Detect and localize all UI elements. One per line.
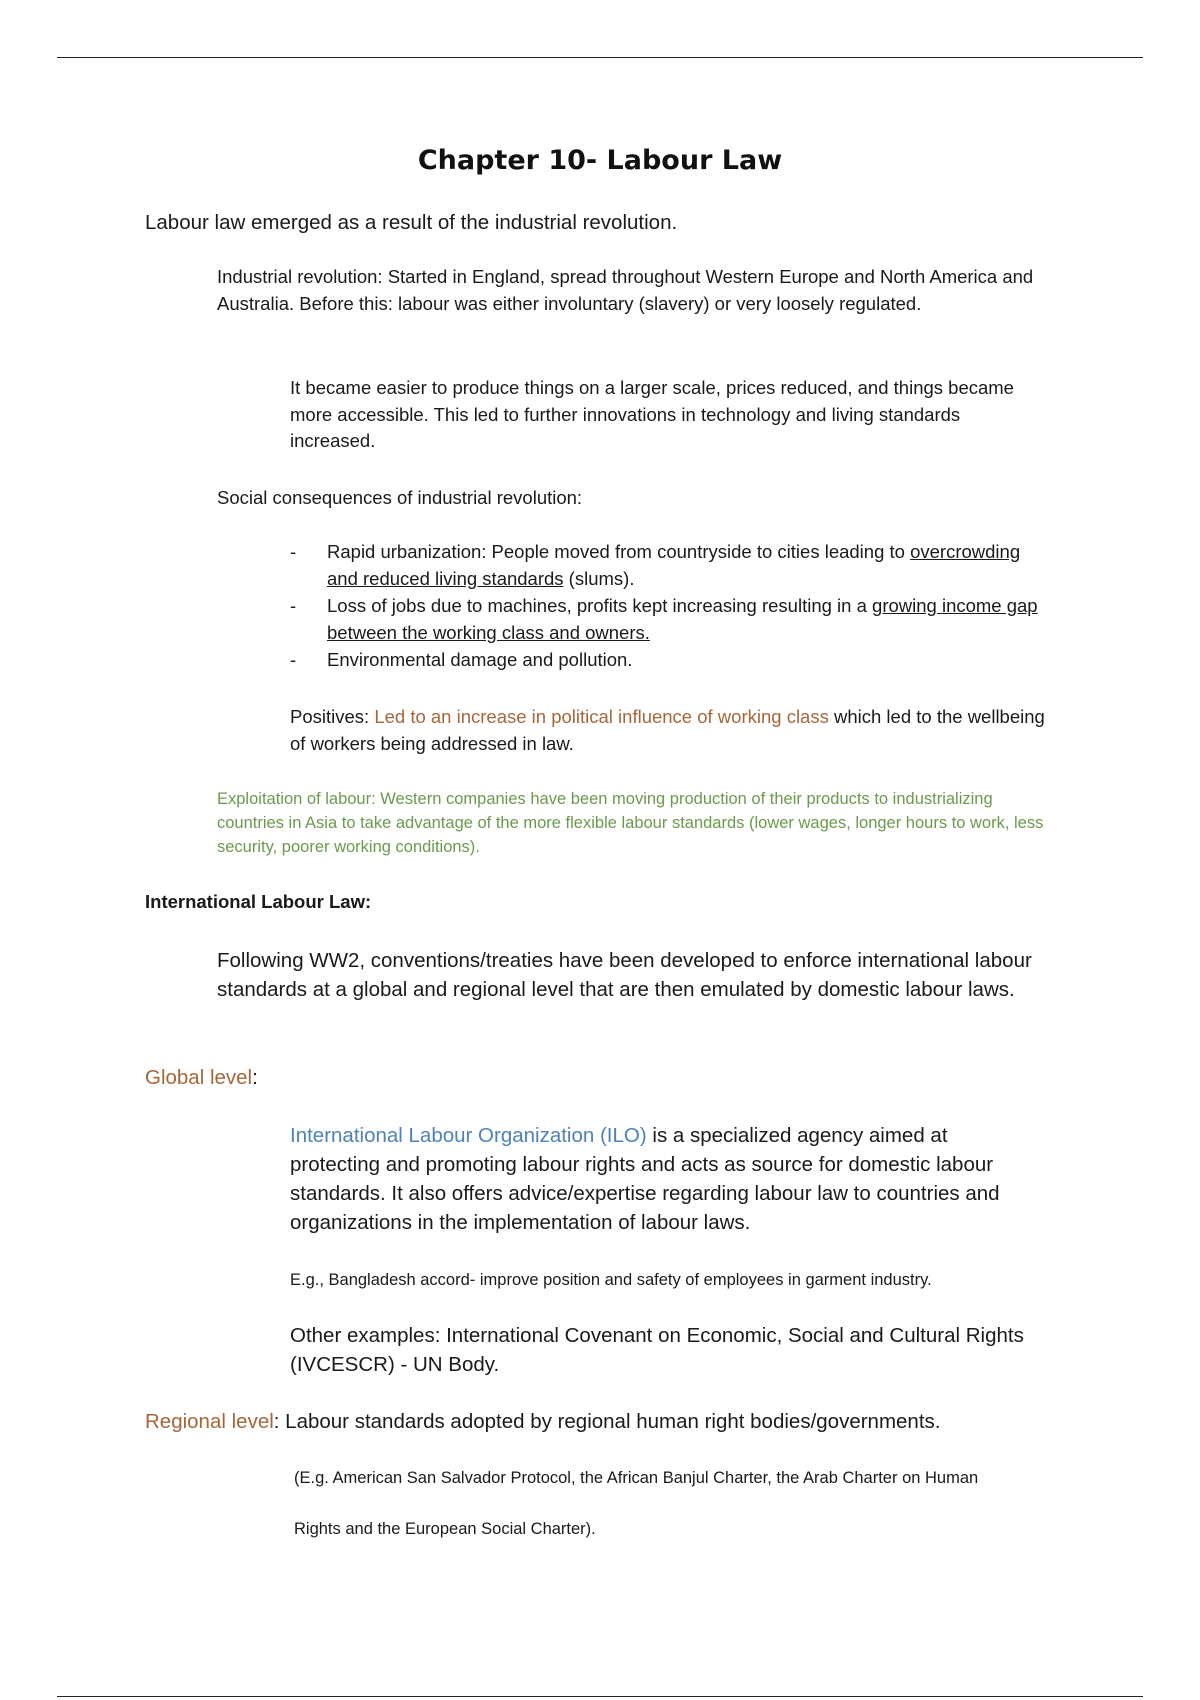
bullet-text-tail: (slums). xyxy=(563,568,635,589)
page-title: Chapter 10- Labour Law xyxy=(417,145,783,176)
bullet-dash: - xyxy=(290,541,297,562)
regional-examples-line-1: (E.g. American San Salvador Protocol, the African Banjul Charter, the Arab Charter on Human xyxy=(294,1469,979,1487)
global-level-colon: : xyxy=(252,1066,258,1089)
bullet-dash: - xyxy=(290,595,297,616)
ilo-paragraph xyxy=(290,1121,1010,1237)
positives-rest: which led to the wellbeing of workers being addressed in law. xyxy=(290,706,1045,754)
positives-highlight: Led to an increase in political influence of working class xyxy=(374,706,829,727)
bullet-text: Environmental damage and pollution. xyxy=(327,649,633,670)
regional-examples-line-2: Rights and the European Social Charter). xyxy=(294,1520,596,1538)
list-item xyxy=(290,592,1050,646)
bullet-underlined-text: overcrowding and reduced living standards xyxy=(327,541,1021,589)
ww2-paragraph: Following WW2, conventions/treaties have been developed to enforce international labour standards at a global and regional level that are then emulated by domestic labour laws. xyxy=(217,949,1032,1001)
easier-production-paragraph: It became easier to produce things on a larger scale, prices reduced, and things became more accessible. This led to further innovations in technology and living standards increased. xyxy=(290,377,1014,451)
ilo-description: is a specialized agency aimed at protecting and promoting labour rights and acts as source for domestic labour standards. It also offers advice/expertise regarding labour law to countries and organizations in the implementation of labour laws. xyxy=(290,1124,1000,1234)
international-labour-law-heading: International Labour Law: xyxy=(145,891,372,912)
ilo-name: International Labour Organization (ILO) xyxy=(290,1124,647,1147)
regional-level-label: Regional level xyxy=(145,1410,274,1433)
list-item xyxy=(290,538,1050,592)
positives-label: Positives: xyxy=(290,706,375,727)
header-rule xyxy=(57,57,1143,58)
regional-level-paragraph xyxy=(145,1407,1075,1436)
industrial-revolution-paragraph: Industrial revolution: Started in England, spread throughout Western Europe and North America and Australia. Before this: labour was either involuntary (slavery) or very loosely regulated. xyxy=(217,266,1034,314)
bullet-text: Loss of jobs due to machines, profits kept increasing resulting in a xyxy=(327,595,873,616)
social-consequences-heading: Social consequences of industrial revolution: xyxy=(217,487,583,508)
other-examples-paragraph: Other examples: International Covenant on Economic, Social and Cultural Rights (IVCESCR) - UN Body. xyxy=(290,1324,1024,1376)
global-level-heading xyxy=(145,1063,1045,1092)
bullet-underlined-text: growing income gap between the working class and owners. xyxy=(327,595,1038,643)
positives-paragraph xyxy=(290,704,1050,757)
regional-level-text: : Labour standards adopted by regional human right bodies/governments. xyxy=(273,1410,941,1433)
bullet-dash: - xyxy=(290,649,297,670)
footer-rule xyxy=(57,1696,1143,1697)
exploitation-paragraph: Exploitation of labour: Western companies have been moving production of their products to industrializing countries in Asia to take advantage of the more flexible labour standards (lower wages, longer hours to work, less security, poorer working conditions). xyxy=(217,790,1044,856)
global-level-label: Global level xyxy=(145,1066,253,1089)
list-item xyxy=(290,646,1050,673)
intro-paragraph: Labour law emerged as a result of the industrial revolution. xyxy=(145,211,678,234)
bullet-text: Rapid urbanization: People moved from countryside to cities leading to xyxy=(327,541,911,562)
social-consequences-list xyxy=(290,538,1050,673)
bangladesh-example: E.g., Bangladesh accord- improve position and safety of employees in garment industry. xyxy=(290,1271,932,1289)
